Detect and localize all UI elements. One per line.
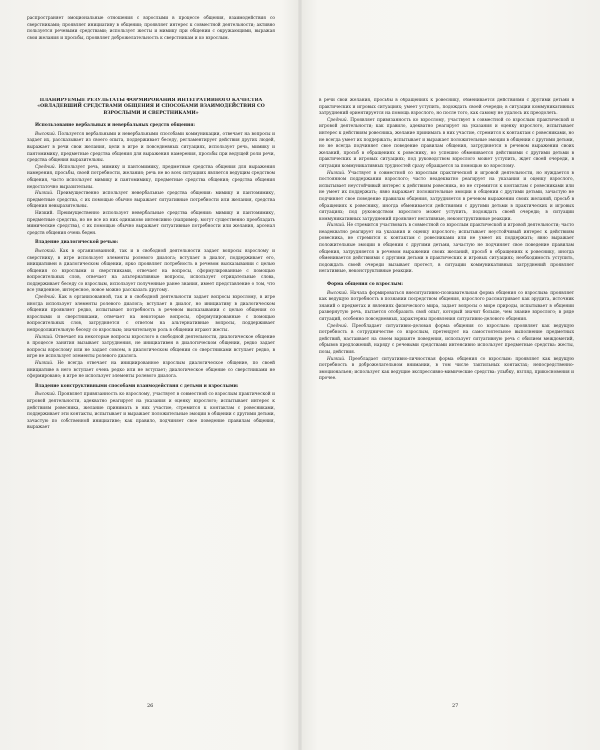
paragraph-text: Низкий. Преимущественно использует невербальные средства общения: мимику и пантомимику, предметные средства, но не все из них одинаково интенсивно (например, могут существенно преобладать мимические средства), с их помощью обычно выражает ситуативные потребности или желания, арсенал средств общения очень беден. <box>27 210 275 236</box>
paragraph-text: Как в организованной, так и в свободной деятельности задает вопросы взрослому, в игре иногда использует элементы ролевого диалога; вступает в диалог, но инициативу в диалогическом общении проявляет редко, испытывает потребность в речевом высказывании с целью общения со взрослыми и сверстниками, отвечает на некоторые вопросы, сформулированные с помощью вопросительных слов, затрудняется с ответом на альтернативные вопросы, поддерживает непродолжительную беседу со взрослым; значительную роль в общении играют жесты. <box>27 295 275 334</box>
paragraph <box>27 361 275 381</box>
page-number: 26 <box>147 703 154 709</box>
level-label: Низкий. <box>35 191 54 197</box>
paragraph <box>27 165 275 191</box>
left-page-column <box>27 98 275 678</box>
paragraph <box>319 171 574 224</box>
paragraph-text: Пользуется вербальными и невербальными способами коммуникации, отвечает на вопросы и задает их, рассказывает из своего опыта, поддерживает беседу, регламентирует действия других людей, выражает в речи свои желания, цели в игре и повседневных ситуациях, использует речь, мимику и пантомимику, предметные средства общения для выражения намерения, просьбы при ведущей роли речи, средства общения выразительны. <box>27 131 275 164</box>
paragraph-text: Не всегда отвечает на инициированное взрослым диалогическое общение, по своей инициативе в него вступает очень редко или не вступает; диалогическое общение со сверстниками не сформировано; в игре не использует элементы ролевого диалога. <box>27 361 275 380</box>
paragraph-text: Преимущественно использует невербальные средства общения: мимику и пантомимику, предметные средства, с их помощью обычно выражает ситуативные потребности или желания, средства общения невыразительны. <box>27 191 275 210</box>
paragraph-text: Начала формироваться внеситуативно-познавательная форма общения со взрослым: проявляет как ведущую потребность в познании посредством общения, взрослого рассматривает как эрудита, источник знаний о предметах и явлениях физического мира, задает вопросы о мире природы, испытывает в общении развернутую речь, пытается отобразить свой опыт, который значит больше, чем знание взрослого; в ряде ситуаций, особенно повседневных, характерны проявления ситуативно-делового общения. <box>319 290 574 322</box>
section-interaction <box>27 384 275 432</box>
level-label: Низкий. <box>35 334 54 340</box>
level-label: Высокий. <box>35 392 57 398</box>
paragraph-text: Преобладает ситуативно-деловая форма общения со взрослым: проявляет как ведущую потребность в сотрудничестве со взрослым, претендует на самостоятельное выполнение предметных действий, настаивает на своем варианте поведения, использует ситуативную речь с обилием междометий, обрывов предложений, наряду с речевыми средствами интенсивно использует предметные средства: жесты, позы, действия. <box>319 323 574 355</box>
page-title: ПЛАНИРУЕМЫЕ РЕЗУЛЬТАТЫ ФОРМИРОВАНИЯ ИНТЕГРАТИВНОГО КАЧЕСТВА «ОВЛАДЕВШИЙ СРЕДСТВАМИ ОБЩЕНИЯ И СПОСОБАМИ ВЗАИМОДЕЙСТВИЯ СО ВЗРОСЛЫМИ И СВЕРСТНИКАМИ» <box>37 98 265 116</box>
paragraph <box>27 249 275 295</box>
level-label: Низкий. <box>35 361 54 366</box>
section-heading: Владение диалогической речью: <box>35 240 119 246</box>
paragraph <box>27 191 275 211</box>
level-label: Средний. <box>35 295 57 301</box>
left-page-top-text <box>27 16 275 42</box>
section-dialogue <box>27 240 275 380</box>
right-page <box>300 0 600 750</box>
paragraph-text: Участвует в совместной со взрослым практической и игровой деятельности, но нуждается в постоянном поддержании взрослого; часто неадекватно реагирует на указания и оценку взрослого, испытывает неустойчивый интерес к действиям ровесника, но не стремится к контактам с ровесниками или не умеет их поддержать; явно выражает положительные эмоции в общении с другими детьми, зачастую не подчиняет свое поведение правилам общения, затрудняется в речевом выражении своих желаний, просьб в обращениях к ровеснику, иногда обменивается действиями с другими детьми в практических и игровых ситуациях; под руководством взрослого может уступить, подождать своей очереди; в ситуации коммуникативных затруднений проявляет негативные, неконструктивные реакции. <box>319 170 574 222</box>
paragraph-text: Преобладает ситуативно-личностная форма общения со взрослым: проявляет как ведущую потребность в доброжелательном внимании, в том числе тактильных контактах; непосредственно-эмоциональен; использует как ведущие экспрессивно-мимические средства: улыбку, взгляд, прикосновения и прочее. <box>319 356 574 382</box>
section-adult-communication <box>319 282 574 383</box>
page-number: 27 <box>452 703 459 709</box>
paragraph <box>319 223 574 276</box>
paragraph <box>319 324 574 357</box>
level-label: Низкий. <box>327 223 346 229</box>
level-label: Средний. <box>327 323 349 329</box>
level-label: Высокий. <box>35 131 57 137</box>
paragraph-text: Не стремится участвовать в совместной со взрослым практической и игровой деятельности; часто неадекватно реагирует на указания и оценку взрослого; испытывает неустойчивый интерес к действиям ровесника, не стремится к контактам с ровесниками или не умеет их поддержать; явно выражает положительные эмоции в общении с другими детьми, зачастую не подчиняет свое поведение правилам общения, затрудняется в речевом выражении своих желаний, просьб в обращениях к ровеснику, иногда обменивается действиями с другими детьми в практических и игровых ситуациях; необходимость уступить, подождать своей очереди вызывает протест, в ситуации коммуникативных затруднений проявляет негативные, неконструктивные реакции. <box>319 223 574 275</box>
paragraph <box>319 118 574 171</box>
paragraph <box>27 335 275 361</box>
level-label: Средний. <box>327 117 349 123</box>
paragraph-text: Использует речь, мимику и пантомимику, предметные средства общения для выражения намерения, просьбы, своей потребности, желания; речь не во всех ситуациях является ведущим средством общения, часто использует мимику и пантомимику, предметные средства общения; средства общения недостаточно выразительны. <box>27 164 275 190</box>
paragraph-text: Проявляет привязанность ко взрослому, участвует в совместной со взрослым практической и игровой деятельности, адекватно реагирует на указания и оценку взрослого; испытывает интерес к действиям ровесника, желание принимать в них участие, стремится к контактам с ровесниками, поддерживает эти контакты, испытывает и выражает положительные эмоции в общении с другими детьми, зачастую по собственной инициативе; как правило, подчиняет свое поведение правилам общения, выражает <box>27 392 275 431</box>
section-heading: Использование вербальных и невербальных средств общения: <box>35 123 195 129</box>
paragraph <box>319 291 574 324</box>
section-heading: Форма общения со взрослым: <box>327 282 403 288</box>
paragraph <box>319 357 574 383</box>
paragraph <box>319 98 574 118</box>
section-verbal <box>27 123 275 237</box>
paragraph-text: Проявляет привязанность ко взрослому, участвует в совместной со взрослым практической и игровой деятельности; как правило, адекватно реагирует на указания и оценку взрослого, испытывает интерес к действиям ровесника, желание принимать в них участие, стремится к контактам с ровесниками, но не всегда умеет их поддержать; испытывает и выражает положительные эмоции в общении с другими детьми, но не всегда подчиняет свое поведение правилам общения, затрудняется в речевом выражении своих желаний, просьб в обращениях к ровеснику, но успешно обменивается действиями с другими детьми в практических и игровых ситуациях; под руководством взрослого может уступить, ждет своей очереди, в ситуации коммуникативных трудностей сразу обращается за помощью ко взрослому. <box>319 117 574 169</box>
level-label: Средний. <box>35 164 57 170</box>
paragraph <box>27 392 275 432</box>
level-label: Высокий. <box>327 290 349 296</box>
level-label: Высокий. <box>35 248 57 254</box>
paragraph <box>27 132 275 165</box>
paragraph <box>27 211 275 237</box>
right-page-column <box>319 98 574 653</box>
section-heading: Владение конструктивными способами взаимодействия с детьми и взрослыми: <box>35 383 239 389</box>
paragraph-text: в речи свои желания, просьбы в обращениях к ровеснику, обменивается действиями с другими детьми в практических и игровых ситуациях; умеет уступить, подождать своей очереди; в ситуации коммуникативных затруднений ориентируется на помощь взрослого, но после того, как самому не удалось их преодолеть. <box>319 98 574 117</box>
paragraph <box>27 295 275 335</box>
paragraph-text: Отвечает на некоторые вопросы взрослого в свободной деятельности, диалогическое общение в процессе занятия вызывает затруднения, не инициативен в диалогическом общении, редко задает вопросы взрослому или не задает совсем, в диалогическом общении со сверстниками вступает редко, в игре не использует элементы ролевого диалога. <box>27 334 275 360</box>
level-label: Низкий. <box>327 170 346 176</box>
left-top-paragraph: распространяет эмоциональные отношения с взрослыми в процессе общения, взаимодействия со сверстниками; проявляет инициативу в общении; проявляет интерес к совместной деятельности; активно пользуется речевыми средствами; использует жесты и мимику при общении с окружающими, выражая свои желания и просьбы, проявляет доброжелательность к сверстникам и ко взрослым. <box>27 16 275 41</box>
level-label: Низкий. <box>327 356 346 362</box>
paragraph-text: Как в организованной, так и в свободной деятельности задает вопросы взрослому и сверстнику, в игре использует элементы ролевого диалога; вступает в диалог, поддерживает его, инициативен в диалогическом общении, ярко проявляет потребность в речевом высказывании с целью общения со взрослыми и сверстниками, отвечает на вопросы, сформулированные с помощью вопросительных слов, отвечает на альтернативные вопросы, использует отрицательные слова, поддерживает беседу со взрослым, использует полученные ранее знания, имеет представление о том, что все увиденное, интересное, новое можно рассказать другому. <box>27 248 275 294</box>
